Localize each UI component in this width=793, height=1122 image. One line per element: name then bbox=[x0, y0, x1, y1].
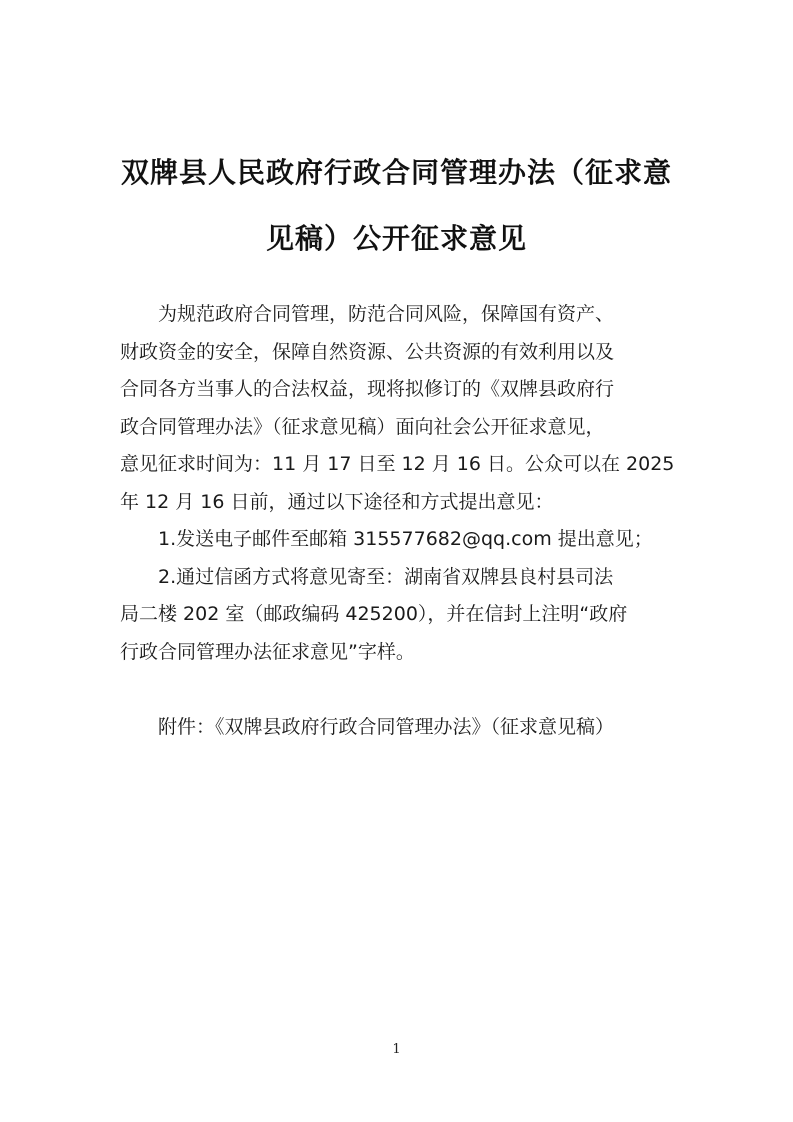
paragraph-line: 年 12 月 16 日前，通过以下途径和方式提出意见： bbox=[120, 490, 554, 513]
document-title bbox=[100, 140, 693, 272]
mail-method-line: 局二楼 202 室（邮政编码 425200），并在信封上注明“政府 bbox=[120, 603, 628, 625]
paragraph-line: 意见征求时间为：11 月 17 日至 12 月 16 日。公众可以在 2025 bbox=[120, 453, 675, 475]
intro-paragraph bbox=[120, 296, 680, 521]
page-number: 1 bbox=[392, 1042, 401, 1057]
paragraph-line: 政合同管理办法》（征求意见稿）面向社会公开征求意见， bbox=[120, 415, 605, 438]
paragraph-line: 为规范政府合同管理，防范合同风险，保障国有资产、 bbox=[158, 303, 615, 325]
mail-method-line: 行政合同管理办法征求意见”字样。 bbox=[120, 640, 415, 663]
paragraph-spacer bbox=[120, 671, 680, 709]
title-line-1: 双牌县人民政府行政合同管理办法（征求意 bbox=[120, 156, 672, 189]
paragraph-line: 财政资金的安全，保障自然资源、公共资源的有效利用以及 bbox=[120, 340, 615, 363]
mail-method-line: 2.通过信函方式将意见寄至：湖南省双牌县良村县司法 bbox=[158, 565, 614, 588]
attachment-line: 附件：《双牌县政府行政合同管理办法》（征求意见稿） bbox=[158, 715, 615, 738]
email-method-line: 1.发送电子邮件至邮箱 315577682@qq.com 提出意见； bbox=[158, 528, 653, 550]
document-body bbox=[120, 296, 680, 746]
submission-method-mail bbox=[120, 559, 680, 672]
paragraph-line: 合同各方当事人的合法权益，现将拟修订的《双牌县政府行 bbox=[120, 378, 615, 400]
submission-method-email bbox=[120, 521, 680, 559]
attachment-note bbox=[120, 709, 680, 747]
title-line-2: 见稿）公开征求意见 bbox=[265, 222, 527, 255]
